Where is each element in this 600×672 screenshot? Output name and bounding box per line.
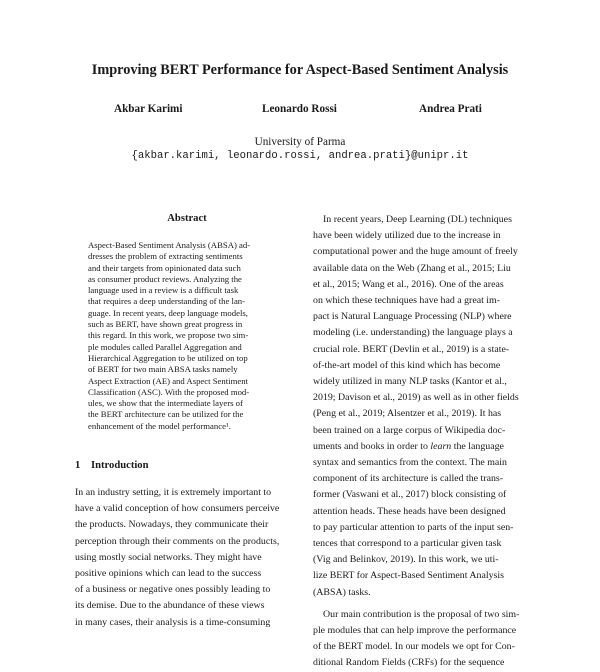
section-title: Introduction bbox=[91, 460, 149, 471]
text-line: Aspect Extraction (AE) and Aspect Sentiment bbox=[88, 375, 248, 386]
text-line: uments and books in order to learn the language bbox=[313, 440, 504, 452]
text-line: the BERT architecture can be utilized for the bbox=[88, 409, 244, 420]
text-line: ules, we show that the intermediate layers of bbox=[88, 398, 243, 409]
text-line: modeling (i.e. understanding) the language plays a bbox=[313, 327, 513, 339]
text-line: attention heads. These heads have been designed bbox=[313, 505, 506, 517]
text-line: using mostly social networks. They might have bbox=[75, 551, 262, 563]
paragraph bbox=[313, 607, 549, 672]
text-line: the products. Nowadays, they communicate their bbox=[75, 519, 269, 531]
text-line: as consumer product reviews. Analyzing the bbox=[88, 273, 242, 284]
text-line: et al., 2015; Wang et al., 2016). One of the areas bbox=[313, 278, 504, 290]
text-line: In recent years, Deep Learning (DL) techniques bbox=[323, 214, 512, 225]
text-line: lize BERT for Aspect-Based Sentiment Analysis bbox=[313, 570, 504, 582]
author-name: Andrea Prati bbox=[419, 103, 482, 115]
text-line: 2019; Davison et al., 2019) as well as in other fields bbox=[313, 392, 519, 404]
text-line: its demise. Due to the abundance of these views bbox=[75, 600, 265, 612]
author-name: Leonardo Rossi bbox=[262, 103, 337, 115]
text-line: ple modules called Parallel Aggregation and bbox=[88, 341, 242, 352]
paragraph bbox=[313, 212, 549, 601]
text-line: this regard. In this work, we propose two sim- bbox=[88, 330, 249, 341]
text-line: to pay particular attention to parts of the input sen- bbox=[313, 521, 514, 533]
text-line: such as BERT, have shown great progress in bbox=[88, 319, 243, 330]
text-line: language used in a review is a difficult task bbox=[88, 285, 239, 296]
affiliation: University of Parma bbox=[254, 136, 346, 148]
text-line: Aspect-Based Sentiment Analysis (ABSA) ad- bbox=[88, 240, 251, 250]
text-line: that requires a deep understanding of the lan- bbox=[88, 296, 246, 307]
text-line: of BERT for two main ABSA tasks namely bbox=[88, 364, 238, 375]
text-line: syntax and semantics from the context. The main bbox=[313, 457, 507, 469]
text-line: of the BERT model. In our models we opt for Con- bbox=[313, 641, 515, 653]
text-line: have a valid conception of how consumers perceive bbox=[75, 503, 280, 515]
text-line: perception through their comments on the products, bbox=[75, 535, 280, 547]
text-line: Hierarchical Aggregation to be utilized on top bbox=[88, 352, 248, 363]
text-line: ditional Random Fields (CRFs) for the sequence bbox=[313, 657, 505, 669]
text-line: positive opinions which can lead to the success bbox=[75, 568, 262, 580]
text-line: have been widely utilized due to the increase in bbox=[313, 230, 501, 242]
section-number: 1 bbox=[75, 460, 81, 471]
text-line: widely utilized in many NLP tasks (Kantor et al., bbox=[313, 376, 507, 388]
text-line: (Vig and Belinkov, 2019). In this work, we uti- bbox=[313, 554, 499, 566]
text-line: dresses the problem of extracting sentiments bbox=[88, 251, 243, 262]
text-line: of-the-art model of this kind which has become bbox=[313, 359, 501, 371]
text-line: been trained on a large corpus of Wikipedia doc- bbox=[313, 424, 506, 436]
right-column bbox=[313, 212, 549, 672]
text-line: computational power and the huge amount of freely bbox=[313, 246, 518, 258]
text-line: pact is Natural Language Processing (NLP) where bbox=[313, 311, 512, 323]
abstract-body bbox=[88, 240, 288, 432]
text-line: (ABSA) tasks. bbox=[313, 586, 371, 598]
text-line: tences that correspond to a particular given task bbox=[313, 538, 502, 550]
text-line: ple modules that can help improve the performance bbox=[313, 625, 517, 637]
text-line: crucial role. BERT (Devlin et al., 2019) is a state- bbox=[313, 343, 510, 355]
author-emails: {akbar.karimi, leonardo.rossi, andrea.prati}@unipr.it bbox=[131, 150, 469, 162]
author-name: Akbar Karimi bbox=[114, 103, 183, 115]
text-line: In an industry setting, it is extremely important to bbox=[75, 487, 272, 498]
text-line: of a business or negative ones possibly leading to bbox=[75, 584, 271, 596]
paper-title: Improving BERT Performance for Aspect-Based Sentiment Analysis bbox=[91, 62, 509, 78]
text-line: guage. In recent years, deep language models, bbox=[88, 307, 248, 318]
section-heading bbox=[75, 460, 149, 471]
text-line: Classification (ASC). With the proposed mod- bbox=[88, 386, 250, 397]
text-line: on which these techniques have had a great im- bbox=[313, 295, 501, 307]
text-line: available data on the Web (Zhang et al., 2015; Liu bbox=[313, 262, 511, 274]
text-line: Our main contribution is the proposal of two sim- bbox=[323, 608, 520, 620]
text-line: and their targets from opinionated data such bbox=[88, 262, 241, 273]
text-line: in many cases, their analysis is a time-consuming bbox=[75, 616, 271, 628]
text-line: former (Vaswani et al., 2017) block consisting of bbox=[313, 489, 507, 501]
text-line: component of its architecture is called the trans- bbox=[313, 473, 504, 485]
text-line: enhancement of the model performance¹. bbox=[88, 420, 231, 431]
abstract-heading: Abstract bbox=[167, 213, 207, 224]
introduction-body bbox=[75, 485, 311, 631]
text-line: (Peng et al., 2019; Alsentzer et al., 2019). It has bbox=[313, 408, 502, 420]
